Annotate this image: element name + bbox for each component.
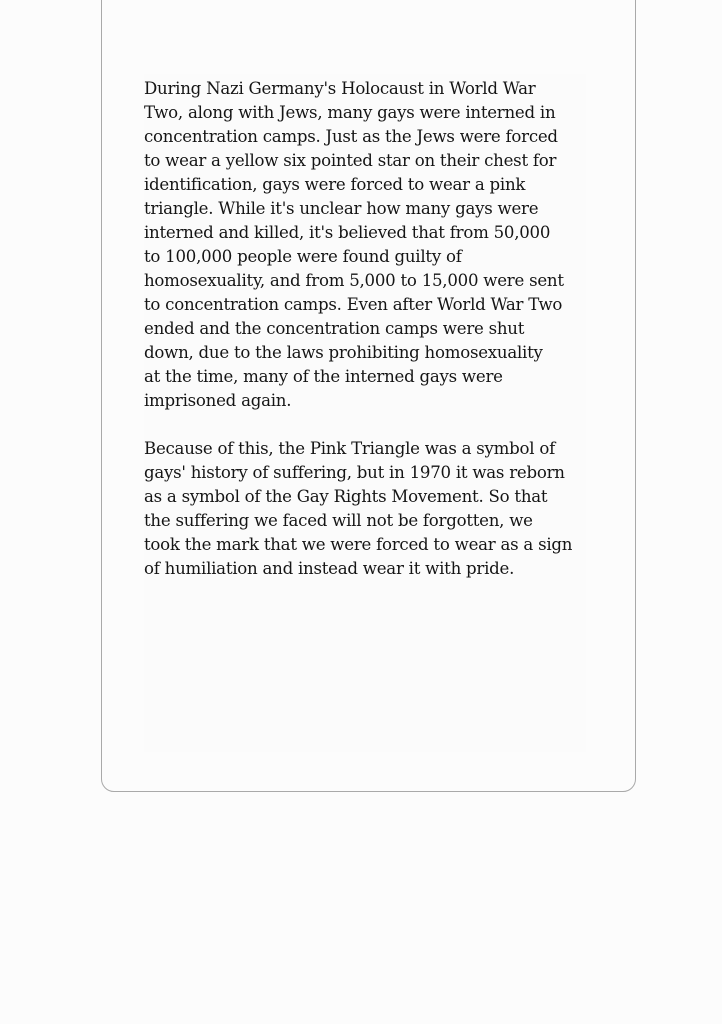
paragraph-holocaust: During Nazi Germany's Holocaust in World War Two, along with Jews, many gays were interned in concentration camps. Just as the Jews were forced to wear a yellow six pointed star on their chest for identification, gays were forced to wear a pink triangle. While it's unclear how many gays were interned and killed, it's believed that from 50,000 to 100,000 people were found guilty of homosexuality, and from 5,000 to 15,000 were sent to concentration camps. Even after World War Two ended and the concentration camps were shut down, due to the laws prohibiting homosexuality at the time, many of the interned gays were imprisoned again. <box>144 79 564 410</box>
paragraph-pink-triangle: Because of this, the Pink Triangle was a symbol of gays' history of suffering, but in 1970 it was reborn as a symbol of the Gay Rights Movement. So that the suffering we faced will not be forgotten, we took the mark that we were forced to wear as a sign of humiliation and instead wear it with pride. <box>144 439 573 578</box>
